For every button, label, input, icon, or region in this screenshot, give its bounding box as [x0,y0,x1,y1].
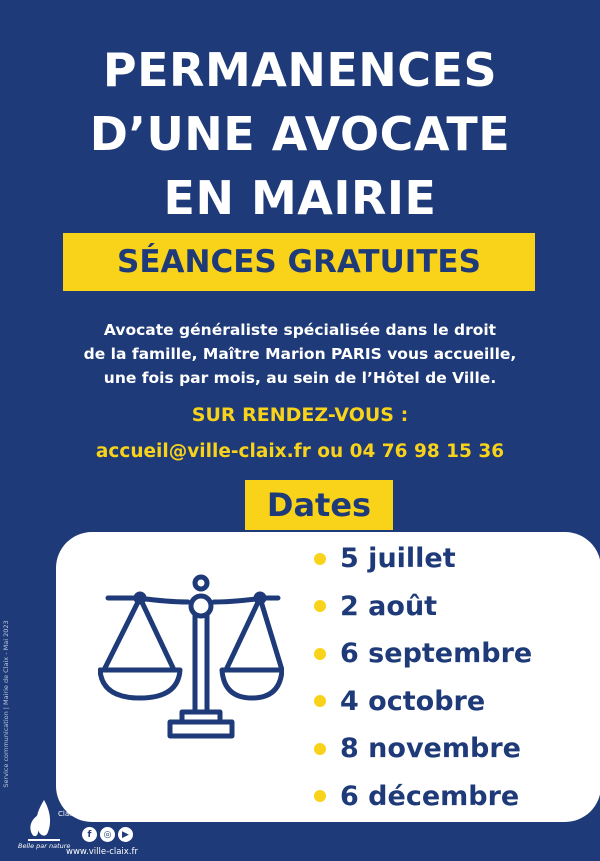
bullet-icon [314,553,326,565]
bullet-icon [314,695,326,707]
facebook-icon[interactable]: f [82,827,97,842]
social-links [82,827,133,842]
date-item: 8 novembre [314,725,532,773]
title-line-2: D’UNE AVOCATE [89,107,511,161]
website-link[interactable]: www.ville-claix.fr [66,847,139,857]
dates-list [314,535,532,820]
bullet-icon [314,600,326,612]
date-item: 2 août [314,583,532,631]
youtube-icon[interactable]: ▶ [118,827,133,842]
title-line-1: PERMANENCES [102,43,498,97]
title-line-3: EN MAIRIE [163,171,437,225]
date-item: 4 octobre [314,678,532,726]
date-item: 5 juillet [314,535,532,583]
dates-heading-box [245,480,393,530]
bullet-icon [314,790,326,802]
page-title [0,38,600,230]
appointment-heading: SUR RENDEZ-VOUS : [191,404,409,426]
logo-name: Claix [58,810,76,818]
banner-text: SÉANCES GRATUITES [117,244,481,280]
date-item: 6 décembre [314,773,532,821]
dates-heading: Dates [266,486,372,524]
description [0,318,600,390]
date-item: 6 septembre [314,630,532,678]
scales-of-justice-icon [98,572,284,748]
free-sessions-banner [63,233,535,291]
description-line-1: Avocate généraliste spécialisée dans le droit [103,321,497,339]
side-credit: Service communication | Mairie de Claix - Mai 2023 [2,620,10,788]
bullet-icon [314,648,326,660]
description-line-3: une fois par mois, au sein de l’Hôtel de Ville. [103,369,497,387]
bullet-icon [314,743,326,755]
description-line-2: de la famille, Maître Marion PARIS vous accueille, [83,345,517,363]
logo-tagline: Belle par nature [18,842,71,850]
instagram-icon[interactable]: ◎ [100,827,115,842]
contact-info: accueil@ville-claix.fr ou 04 76 98 15 36 [95,441,505,462]
